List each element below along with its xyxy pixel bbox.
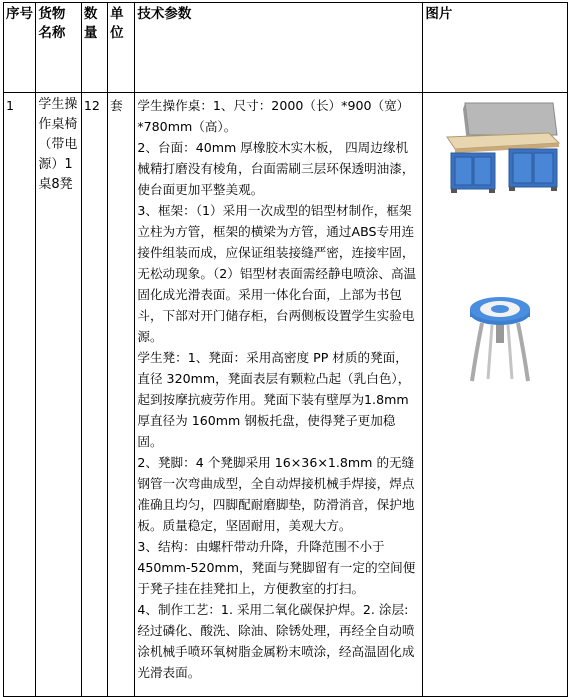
student-stool-image bbox=[468, 293, 532, 385]
student-desk-image bbox=[445, 95, 561, 200]
spec-line: 学生操作桌：1、尺寸：2000（长）*900（宽）*780mm（高）。 bbox=[137, 98, 410, 134]
spec-line: 2、凳脚：4 个凳脚采用 16×36×1.8mm 的无缝钢管一次弯曲成型，全自动焊接机械手焊接，焊点准确且均匀，四脚配耐磨脚垫，防滑消音，保护地板。质量稳定，坚固耐用，美观大方。 bbox=[137, 455, 415, 533]
spec-line: 2、台面：40mm 厚橡胶木实木板， 四周边缘机械精打磨没有棱角，台面需刷三层环保透明油漆，使台面更加平整美观。 bbox=[137, 140, 415, 197]
header-unit: 单位 bbox=[108, 3, 135, 93]
spec-table bbox=[3, 2, 568, 697]
spec-line: 学生凳：1、凳面：采用高密度 PP 材质的凳面，直径 320mm，凳面表层有颗粒凸起（乳白色），起到按摩抗疲劳作用。凳面下装有壁厚为1.8mm 厚直径为 160mm 钢板托盘，使得凳子更加稳固。 bbox=[137, 350, 411, 449]
spec-line: 3、框架：（1）采用一次成型的铝型材制作，框架立柱为方管，框架的横梁为方管，通过ABS专用连接件组装而成，应保证组装接缝严密，连接牢固，无松动现象。（2）铝型材表面需经静电喷涂、高温固化成光滑表面。采用一体化台面，上部为书包斗，下部对开门储存柜，台两侧板设置学生实验电源。 bbox=[137, 203, 417, 344]
header-qty: 数量 bbox=[81, 3, 107, 93]
header-pic: 图片 bbox=[423, 3, 568, 93]
spec-line: 3、结构：由螺杆带动升降，升降范围不小于 450mm-520mm，凳面与凳脚留有一定的空间便于凳子挂在挂凳扣上，方便教室的打扫。 bbox=[137, 539, 416, 596]
spec-line: 4、制作工艺：1. 采用二氧化碳保护焊。2. 涂层:经过磷化、酸洗、除油、除锈处理，再经全自动喷涂机械手喷环氧树脂金属粉末喷涂，经高温固化成光滑表面。 bbox=[137, 602, 415, 680]
header-row bbox=[4, 3, 568, 93]
cell-spec bbox=[135, 93, 423, 697]
cell-picture bbox=[423, 93, 568, 697]
cell-seq: 1 bbox=[4, 93, 36, 697]
table-row bbox=[4, 93, 568, 697]
header-spec: 技术参数 bbox=[135, 3, 423, 93]
header-name: 货物名称 bbox=[36, 3, 81, 93]
cell-name: 学生操作桌椅（带电源）1桌8凳 bbox=[36, 93, 81, 697]
cell-unit: 套 bbox=[108, 93, 135, 697]
header-seq: 序号 bbox=[4, 3, 36, 93]
cell-qty: 12 bbox=[81, 93, 107, 697]
